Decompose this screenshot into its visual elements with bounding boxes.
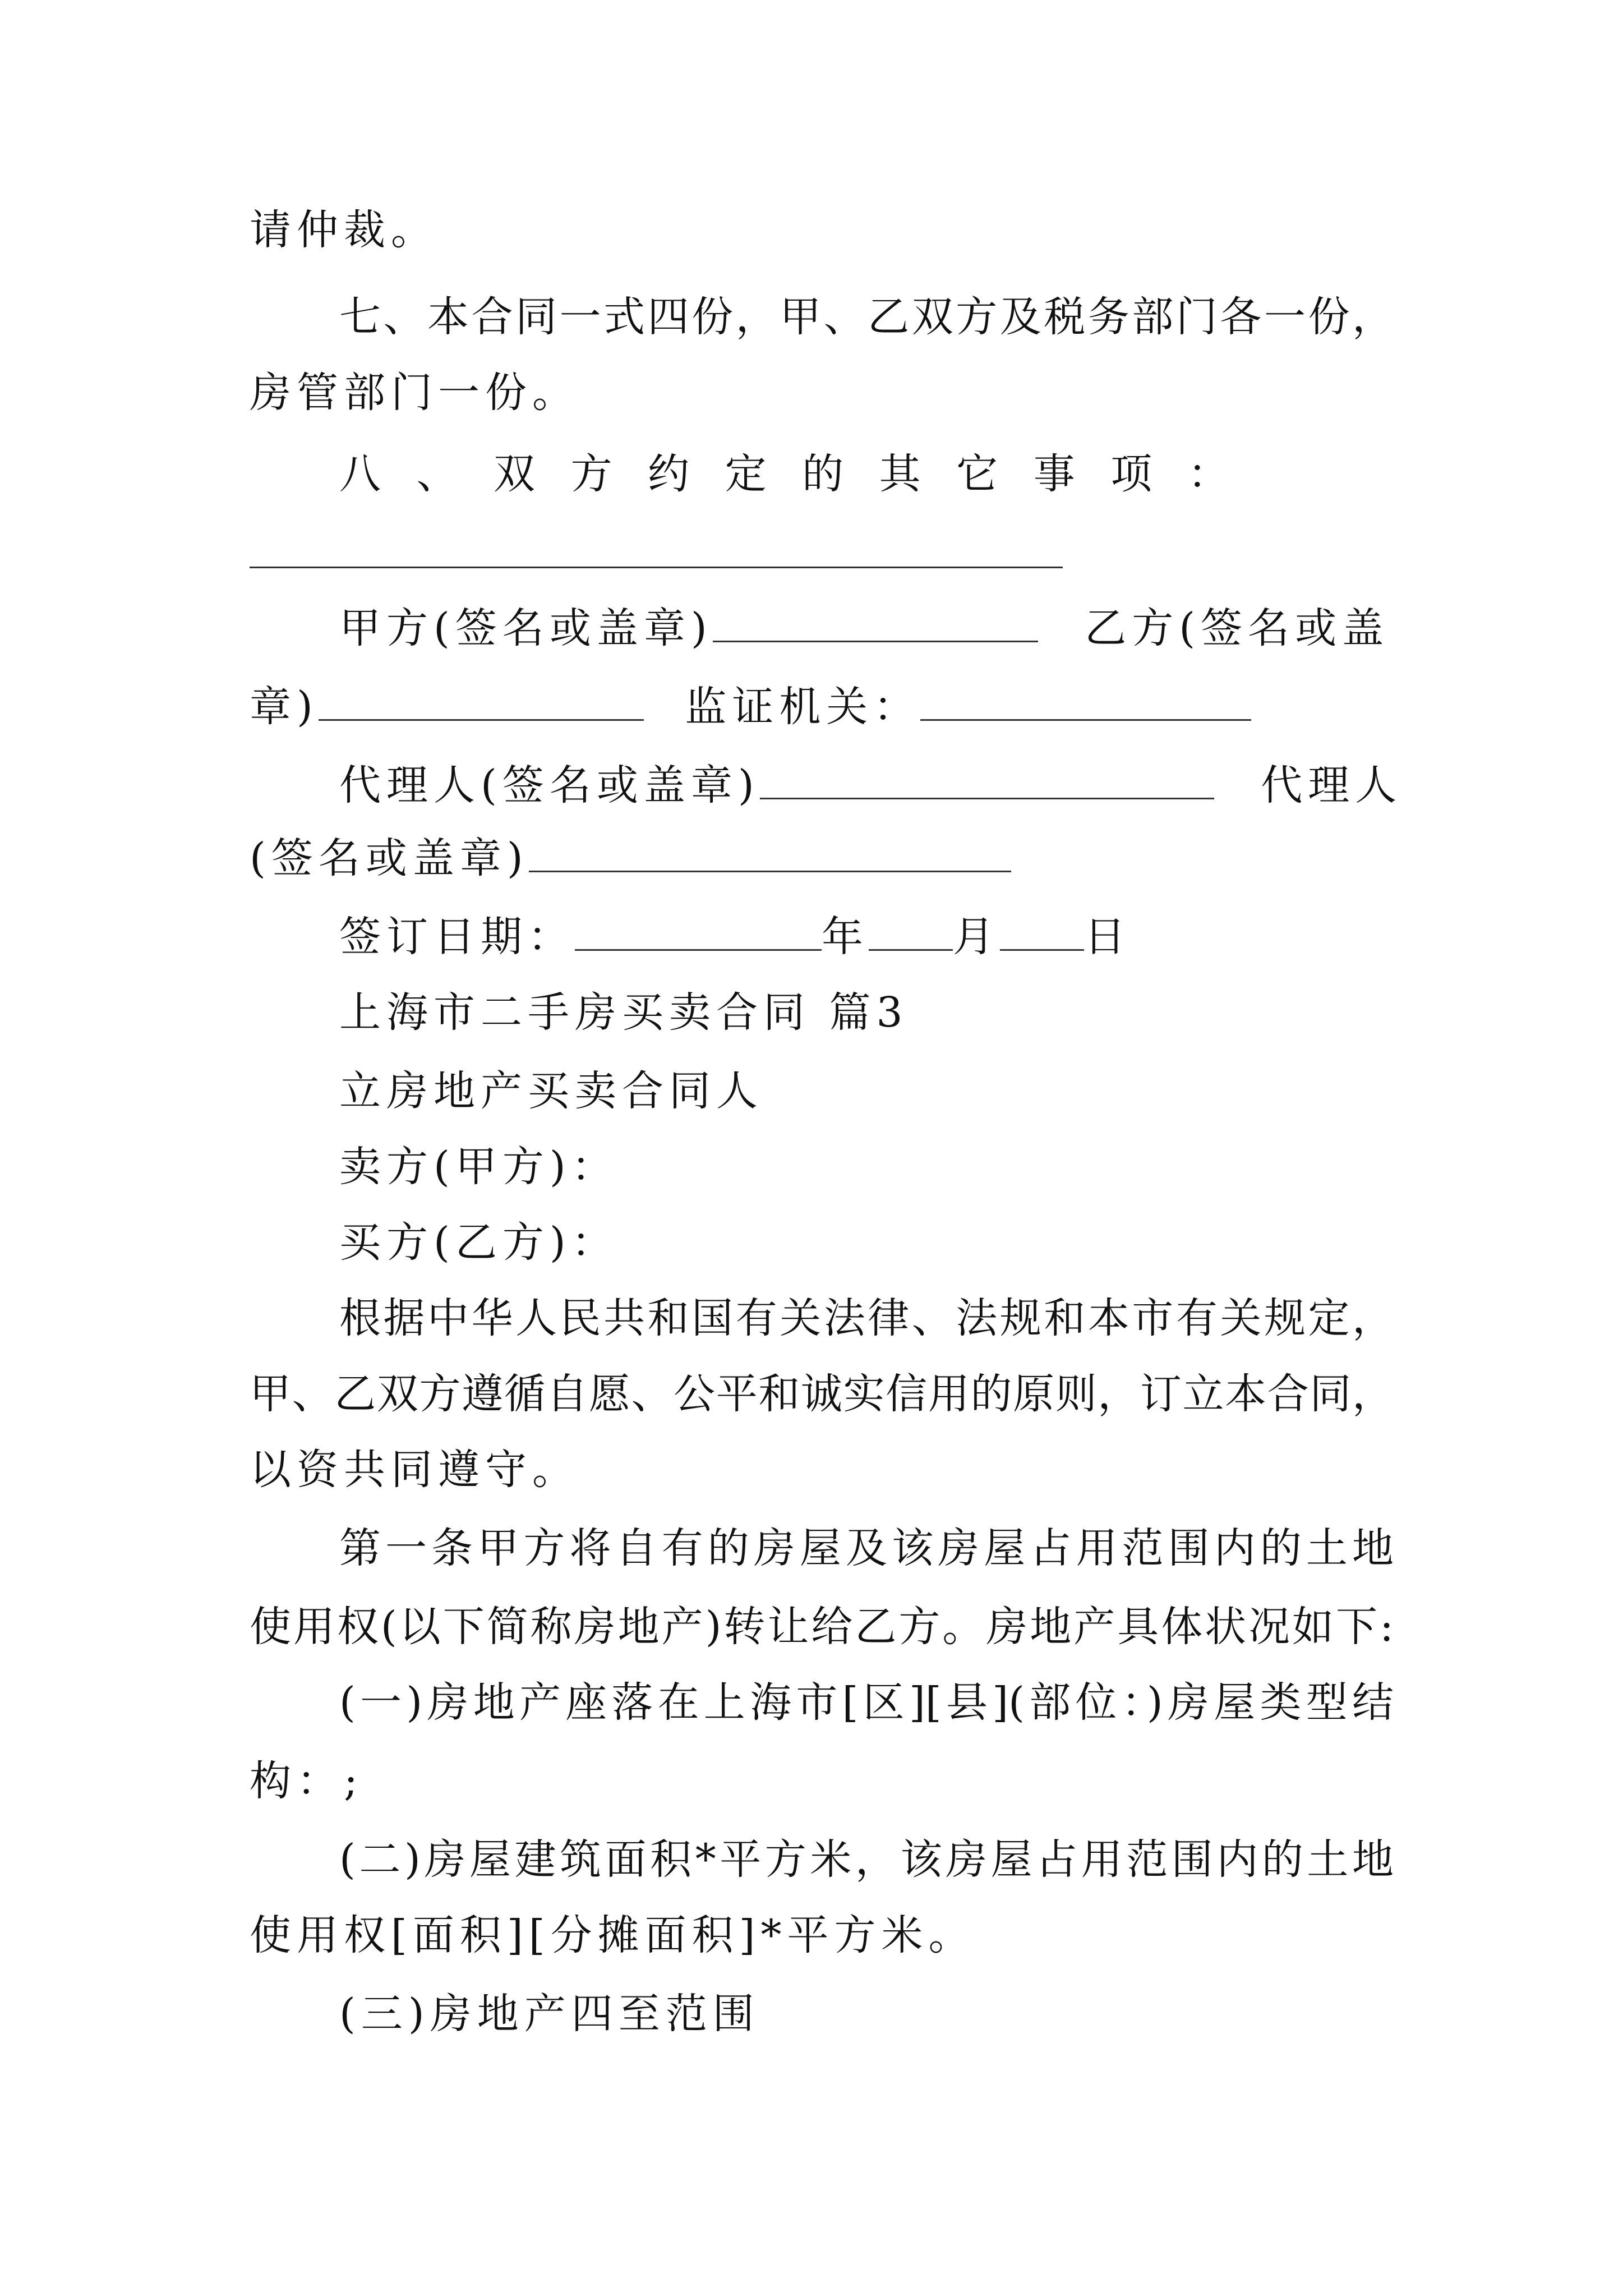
agent-b-signature-blank [529, 836, 1011, 872]
signature-line-1 [339, 600, 1394, 656]
buyer-line: 买方(乙方)： [339, 1218, 619, 1267]
month-label: 月 [953, 913, 1000, 961]
article-1-line-1: 第一条甲方将自有的房屋及该房屋占用范围内的土地 [339, 1524, 1394, 1572]
sign-date-label: 签订日期： [339, 913, 575, 961]
supervision-label: 监证机关： [685, 683, 921, 731]
item-2-line-2: 使用权[面积][分摊面积]*平方米。 [250, 1911, 976, 1959]
clause-8-heading: 八 、 双 方 约 定 的 其 它 事 项 ： [339, 450, 1229, 498]
agent-line-1 [339, 757, 1403, 813]
party-a-signature-blank [713, 606, 1038, 642]
party-b-signature-label-cont: 章) [250, 683, 319, 731]
item-1-line-2: 构：; [250, 1757, 363, 1805]
item-2-line-1: (二)房屋建筑面积*平方米，该房屋占用范围内的土地 [339, 1835, 1394, 1884]
article-1-line-2: 使用权(以下简称房地产)转让给乙方。房地产具体状况如下: [250, 1603, 1394, 1651]
agent-a-signature-label: 代理人(签名或盖章) [339, 761, 760, 809]
year-label: 年 [822, 913, 869, 961]
agent-b-label: 代理人 [1261, 761, 1403, 809]
preamble-line-3: 以资共同遵守。 [250, 1446, 579, 1494]
year-blank [575, 914, 822, 951]
preamble-line-2: 甲、乙双方遵循自愿、公平和诚实信用的原则，订立本合同， [250, 1370, 1394, 1418]
preamble-line-1: 根据中华人民共和国有关法律、法规和本市有关规定， [339, 1294, 1394, 1342]
day-label: 日 [1084, 913, 1131, 961]
item-1-line-1: (一)房地产座落在上海市[区][县](部位：)房屋类型结 [339, 1678, 1394, 1727]
party-b-signature-blank [319, 684, 644, 721]
month-blank [869, 914, 953, 951]
party-a-signature-label: 甲方(签名或盖章) [339, 604, 713, 652]
section-title: 上海市二手房买卖合同 篇3 [339, 988, 909, 1037]
supervision-blank [920, 684, 1251, 721]
text-line: 请仲裁。 [250, 206, 438, 254]
item-3-line-1: (三)房地产四至范围 [339, 1990, 760, 2038]
agent-a-signature-blank [760, 763, 1214, 799]
signature-line-2 [250, 679, 1394, 735]
agent-line-2 [250, 830, 1394, 886]
party-b-signature-label: 乙方(签名或盖 [1085, 604, 1390, 652]
sign-date-line [339, 909, 1394, 965]
blank-line [250, 567, 1063, 568]
seller-line: 卖方(甲方)： [339, 1143, 619, 1191]
clause-7-line-1: 七、本合同一式四份，甲、乙双方及税务部门各一份， [339, 293, 1394, 341]
day-blank [1000, 914, 1084, 951]
agent-b-signature-label: (签名或盖章) [250, 834, 529, 882]
contract-parties-heading: 立房地产买卖合同人 [339, 1067, 763, 1115]
clause-7-line-2: 房管部门一份。 [250, 369, 579, 417]
